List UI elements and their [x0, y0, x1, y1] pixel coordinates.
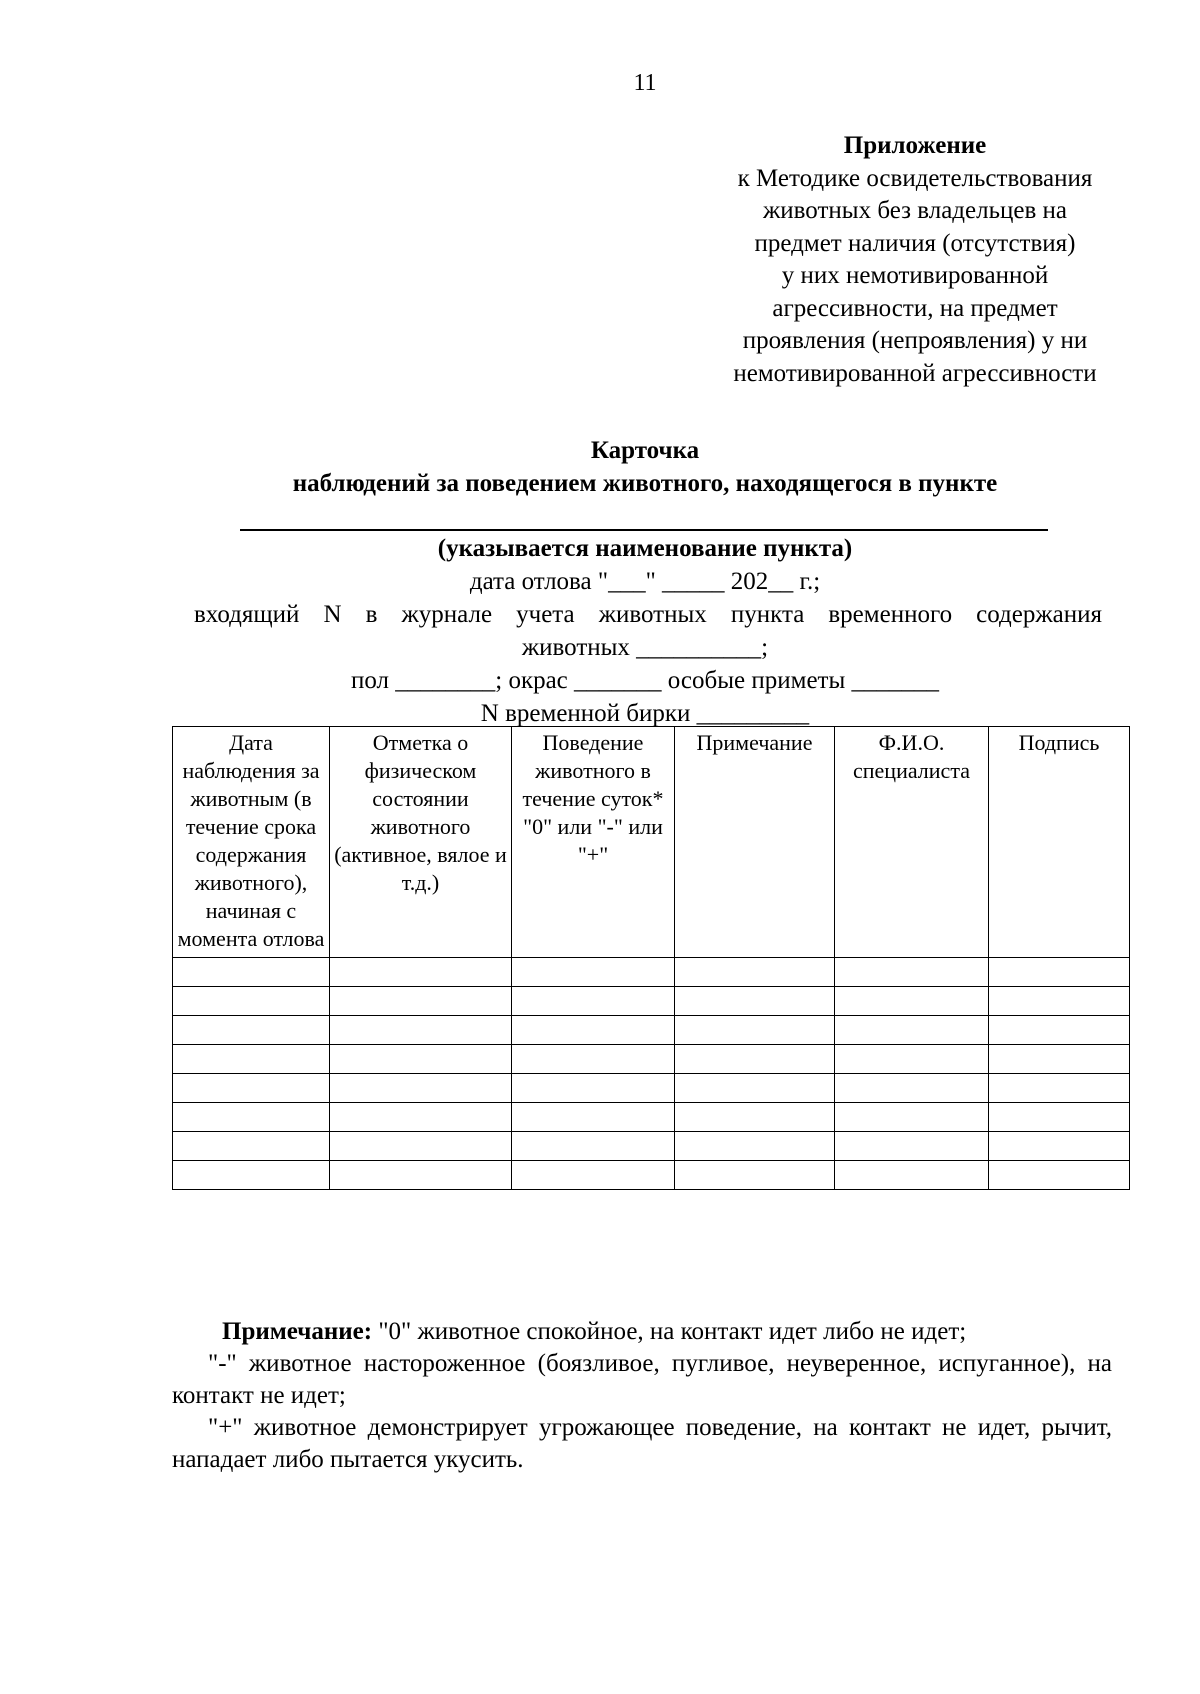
table-row: [173, 1074, 1130, 1103]
table-cell: [512, 1103, 675, 1132]
sex-color-marks-field: пол ________; окрас _______ особые приметы _______: [350, 667, 940, 694]
table-cell: [330, 1161, 512, 1190]
table-cell: [989, 958, 1130, 987]
table-cell: [330, 958, 512, 987]
card-title: Карточка: [590, 437, 700, 464]
table-cell: [989, 987, 1130, 1016]
table-cell: [675, 1161, 835, 1190]
table-cell: [173, 987, 330, 1016]
table-cell: [173, 1132, 330, 1161]
table-cell: [173, 1016, 330, 1045]
table-cell: [512, 1045, 675, 1074]
table-cell: [835, 987, 989, 1016]
journal-number-field: входящий N в журнале учета животных пункта временного содержания: [194, 601, 1102, 628]
table-row: [173, 1016, 1130, 1045]
capture-date-field: дата отлова "___" _____ 202__ г.;: [469, 568, 821, 595]
note-plus: "+" животное демонстрирует угрожающее поведение, на контакт не идет, рычит, нападает либо пытается укусить.: [172, 1414, 1112, 1473]
column-header-date: Дата наблюдения за животным (в течение срока содержания животного), начиная с момента отлова: [173, 727, 330, 958]
table-row: [173, 1103, 1130, 1132]
card-subtitle: наблюдений за поведением животного, находящегося в пункте: [292, 470, 998, 497]
table-cell: [173, 1161, 330, 1190]
table-row: [173, 958, 1130, 987]
table-cell: [675, 1016, 835, 1045]
card-heading: [160, 434, 1130, 500]
table-cell: [989, 1016, 1130, 1045]
appendix-line: животных без владельцев на: [763, 197, 1067, 224]
table-row: [173, 987, 1130, 1016]
note-label: Примечание:: [222, 1318, 373, 1345]
table-cell: [675, 1103, 835, 1132]
table-cell: [675, 1045, 835, 1074]
table-cell: [512, 987, 675, 1016]
column-header-note: Примечание: [675, 727, 835, 958]
appendix-line: к Методике освидетельствования: [737, 164, 1093, 192]
note-zero: [172, 1316, 1112, 1348]
column-header-signature: Подпись: [989, 727, 1130, 958]
appendix-line: агрессивности, на предмет: [772, 294, 1058, 322]
table-cell: [173, 1074, 330, 1103]
table-header-row: [173, 727, 1130, 958]
journal-number-field-continued: животных __________;: [521, 634, 769, 661]
column-header-behavior: Поведение животного в течение суток* "0" или "-" или "+": [512, 727, 675, 958]
appendix-line: проявления (непроявления) у ни: [742, 327, 1088, 354]
page-number: 11: [633, 70, 657, 96]
point-name-rule: [240, 529, 1048, 531]
table-cell: [512, 1016, 675, 1045]
table-cell: [330, 1103, 512, 1132]
table-cell: [835, 1161, 989, 1190]
table-cell: [675, 1074, 835, 1103]
table-row: [173, 1132, 1130, 1161]
table-cell: [675, 987, 835, 1016]
table-cell: [330, 987, 512, 1016]
table-cell: [330, 1074, 512, 1103]
column-header-specialist: Ф.И.О. специалиста: [835, 727, 989, 958]
table-cell: [173, 1103, 330, 1132]
table-cell: [330, 1132, 512, 1161]
table-cell: [835, 1103, 989, 1132]
table-cell: [675, 1132, 835, 1161]
tag-number-field: N временной бирки _________: [480, 700, 810, 727]
table-cell: [330, 1045, 512, 1074]
table-cell: [835, 958, 989, 987]
table-cell: [512, 1161, 675, 1190]
point-name-hint: (указывается наименование пункта): [437, 535, 853, 562]
note-minus: "-" животное настороженное (боязливое, пугливое, неуверенное, испуганное), на контакт не идет;: [172, 1350, 1112, 1409]
table-cell: [512, 958, 675, 987]
table-cell: [989, 1045, 1130, 1074]
card-fields: [160, 532, 1130, 730]
appendix-line: немотивированной агрессивности: [733, 359, 1097, 387]
appendix-line: у них немотивированной: [781, 262, 1049, 289]
table-cell: [989, 1161, 1130, 1190]
note-zero-text: "0" животное спокойное, на контакт идет либо не идет;: [372, 1318, 967, 1345]
table-cell: [675, 958, 835, 987]
table-cell: [512, 1074, 675, 1103]
table-cell: [835, 1074, 989, 1103]
table-cell: [512, 1132, 675, 1161]
appendix-header: [690, 130, 1140, 390]
footnote: [172, 1316, 1112, 1476]
appendix-title: Приложение: [843, 132, 987, 159]
appendix-line: предмет наличия (отсутствия): [754, 229, 1076, 257]
table-row: [173, 1045, 1130, 1074]
table-cell: [835, 1016, 989, 1045]
table-cell: [835, 1132, 989, 1161]
observation-table: [172, 726, 1130, 1190]
table-row: [173, 1161, 1130, 1190]
column-header-physical-state: Отметка о физическом состоянии животного (активное, вялое и т.д.): [330, 727, 512, 958]
table-cell: [330, 1016, 512, 1045]
table-cell: [989, 1103, 1130, 1132]
table-cell: [173, 1045, 330, 1074]
table-cell: [989, 1074, 1130, 1103]
table-cell: [173, 958, 330, 987]
table-cell: [989, 1132, 1130, 1161]
table-cell: [835, 1045, 989, 1074]
